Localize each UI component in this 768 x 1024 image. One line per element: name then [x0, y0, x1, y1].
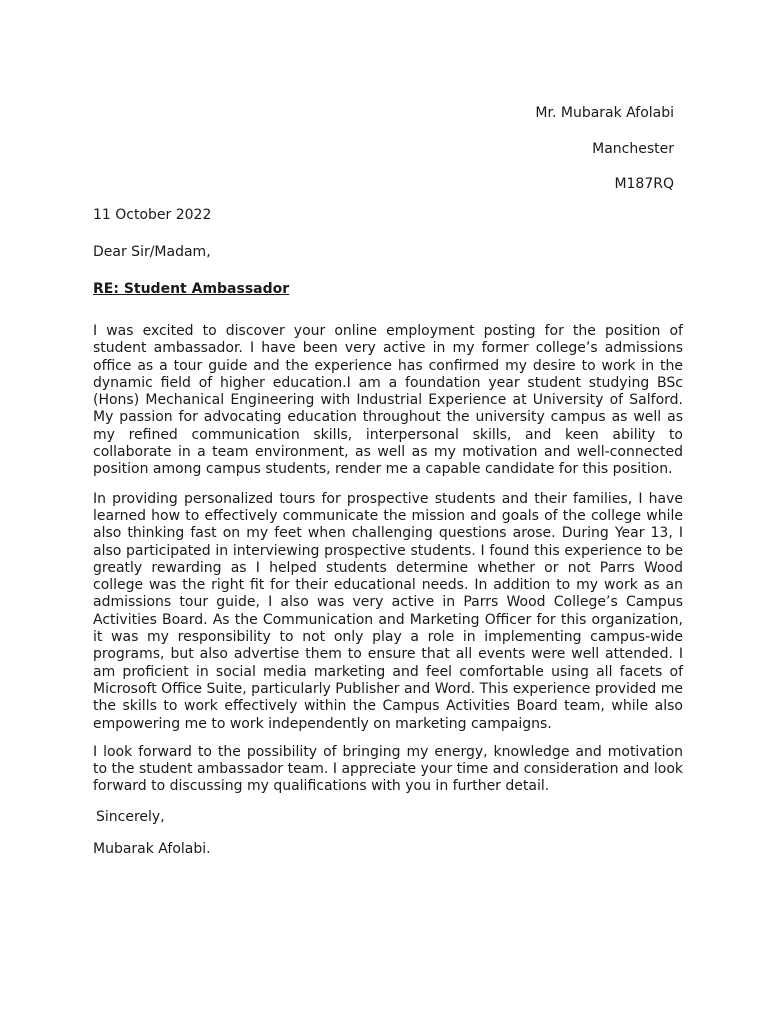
sender-address: [535, 103, 674, 210]
closing: Sincerely,: [96, 808, 165, 825]
paragraph-intro: I was excited to discover your online employment posting for the position of student ambassador. I have been very active in my former college’s admissions office as a tour guide and the experience has confirmed my desire to work in the dynamic field of higher education.I am a foundation year student studying BSc (Hons) Mechanical Engineering with Industrial Experience at University of Salford. My passion for advocating education throughout the university campus as well as my refined communication skills, interpersonal skills, and keen ability to collaborate in a team environment, as well as my motivation and well-connected position among campus students, render me a capable candidate for this position.: [93, 323, 683, 478]
letter-body: [93, 205, 683, 859]
sender-name: Mr. Mubarak Afolabi: [535, 105, 674, 121]
letter-date: 11 October 2022: [93, 207, 212, 223]
sender-city: Manchester: [592, 140, 674, 157]
salutation: Dear Sir/Madam,: [93, 244, 211, 260]
paragraph-conclusion: I look forward to the possibility of bringing my energy, knowledge and motivation to the student ambassador team. I appreciate your time and consideration and look forward to discussing my qualifications with you in further detail.: [93, 743, 683, 795]
subject-line: RE: Student Ambassador: [93, 281, 290, 297]
signature: Mubarak Afolabi.: [93, 840, 211, 857]
paragraph-experience: In providing personalized tours for prospective students and their families, I have learned how to effectively communicate the mission and goals of the college while also thinking fast on my feet when challenging questions arose. During Year 13, I also participated in interviewing prospective students. I found this experience to be greatly rewarding as I helped students determine whether or not Parrs Wood college was the right fit for their educational needs. In addition to my work as an admissions tour guide, I also was very active in Parrs Wood College’s Campus Activities Board. As the Communication and Marketing Officer for this organization, it was my responsibility to not only play a role in implementing campus-wide programs, but also advertise them to ensure that all events were well attended. I am proficient in social media marketing and feel comfortable using all facets of Microsoft Office Suite, particularly Publisher and Word. This experience provided me the skills to work effectively within the Campus Activities Board team, while also empowering me to work independently on marketing campaigns.: [93, 490, 683, 732]
sender-postcode: M187RQ: [614, 176, 674, 192]
